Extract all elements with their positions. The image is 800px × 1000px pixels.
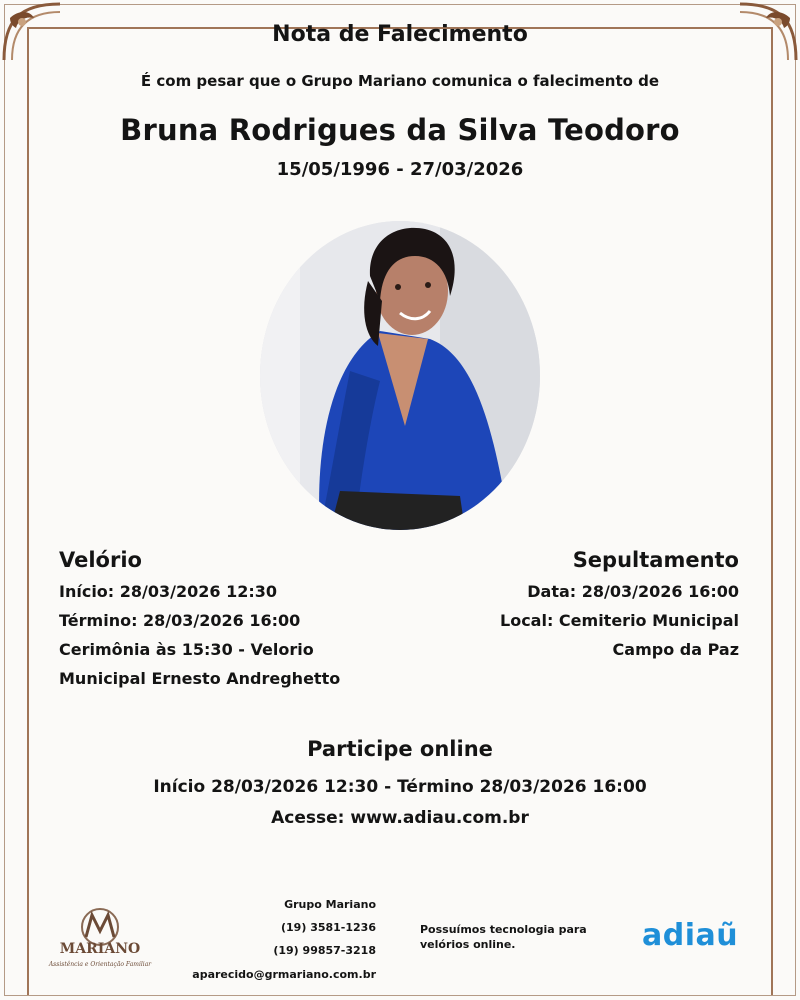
velorio-ceremony: Cerimônia às 15:30 - Velorio [59, 640, 314, 659]
life-dates: 15/05/1996 - 27/03/2026 [276, 159, 524, 180]
tech-line-2: velórios online. [420, 938, 516, 951]
notice-title: Nota de Falecimento [272, 22, 528, 47]
footer-phone-1[interactable]: (19) 3581-1236 [281, 921, 376, 934]
velorio-location: Municipal Ernesto Andreghetto [59, 669, 341, 688]
footer-company: Grupo Mariano [284, 898, 376, 911]
sepultamento-location: Local: Cemiterio Municipal [500, 611, 739, 630]
online-heading: Participe online [307, 737, 493, 761]
online-tech-note [420, 922, 587, 952]
online-access-link[interactable]: Acesse: www.adiau.com.br [271, 808, 529, 828]
notice-subtitle: É com pesar que o Grupo Mariano comunica o falecimento de [140, 72, 660, 90]
velorio-heading: Velório [59, 548, 142, 572]
logo-tagline: Assistência e Orientação Familiar [48, 961, 152, 968]
adiau-logo: adiaũ [642, 918, 739, 953]
tech-line-1: Possuímos tecnologia para [420, 923, 587, 936]
velorio-start: Início: 28/03/2026 12:30 [59, 582, 278, 601]
velorio-end: Término: 28/03/2026 16:00 [59, 611, 301, 630]
mariano-logo [48, 905, 153, 970]
logo-text: MARIANO [59, 941, 141, 957]
deceased-name: Bruna Rodrigues da Silva Teodoro [120, 113, 680, 147]
sepultamento-location-2: Campo da Paz [612, 640, 739, 659]
portrait-illustration [260, 221, 540, 530]
sepultamento-heading: Sepultamento [572, 548, 739, 572]
footer-email[interactable]: aparecido@grmariano.com.br [192, 968, 376, 981]
deceased-photo [260, 221, 540, 530]
sepultamento-date: Data: 28/03/2026 16:00 [527, 582, 739, 601]
footer-phone-2[interactable]: (19) 99857-3218 [273, 944, 376, 957]
online-period: Início 28/03/2026 12:30 - Término 28/03/2026 16:00 [153, 777, 647, 797]
